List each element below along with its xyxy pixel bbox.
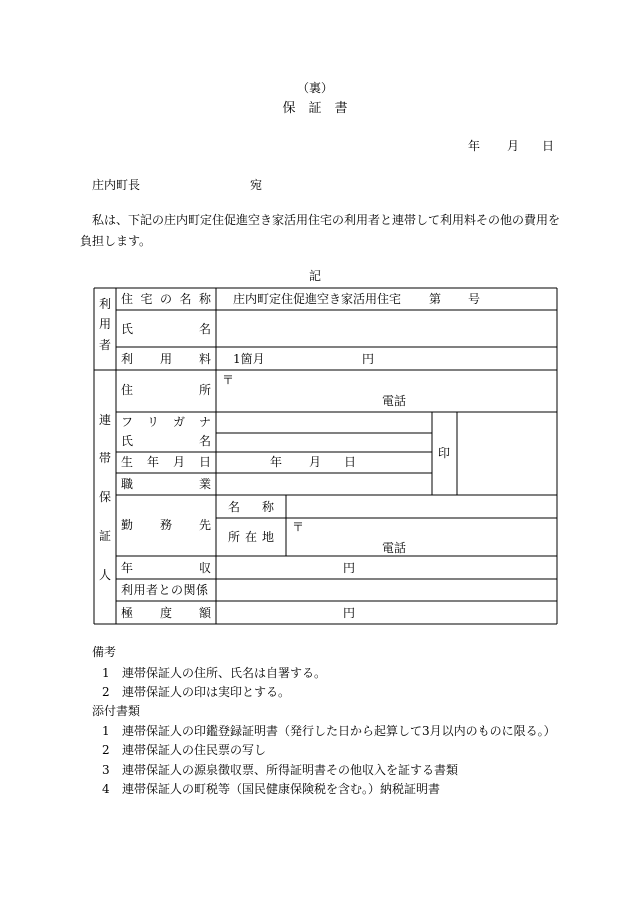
limit-label: 極 度 額 — [121, 606, 211, 620]
income-label: 年 収 — [121, 561, 211, 575]
notes-item-2-num: 2 — [102, 685, 110, 699]
workplace-name-label: 名 称 — [228, 500, 274, 514]
workplace-address-label: 所 在 地 — [228, 530, 274, 544]
birth-day: 日 — [344, 455, 357, 469]
fee-prefix: 1箇月 — [233, 352, 265, 366]
addressee-name: 庄内町長 — [92, 178, 141, 192]
birth-date-label: 生 年 月 日 — [121, 455, 211, 469]
attachment-item-1-text: 連帯保証人の印鑑登録証明書（発行した日から起算して3月以内のものに限る。） — [122, 724, 556, 738]
user-group-char-2: 用 — [98, 317, 111, 331]
attachments-title: 添付書類 — [92, 704, 141, 718]
user-name-field[interactable] — [217, 311, 556, 346]
date-day: 日 — [542, 139, 555, 153]
notes-item-2-text: 連帯保証人の印は実印とする。 — [122, 685, 291, 699]
addressee-suffix: 宛 — [250, 178, 263, 192]
housing-name-label: 住 宅 の 名 称 — [121, 292, 211, 306]
housing-number-prefix: 第 — [429, 292, 442, 306]
attachment-item-2-num: 2 — [102, 743, 110, 757]
date-month: 月 — [507, 139, 520, 153]
page-side-label: （裏） — [296, 81, 333, 95]
attachment-item-4-text: 連帯保証人の町税等（国民健康保険税を含む。）納税証明書 — [122, 782, 441, 796]
birth-month: 月 — [309, 455, 322, 469]
user-name-label: 氏 名 — [121, 322, 211, 336]
intro-line-1: 私は、下記の庄内町定住促進空き家活用住宅の利用者と連帯して利用料その他の費用を — [92, 213, 561, 227]
user-group-char-3: 者 — [98, 338, 111, 352]
notes-item-1-num: 1 — [102, 666, 110, 680]
user-group-char-1: 利 — [98, 297, 111, 311]
guarantor-group-char-1: 連 — [98, 413, 111, 427]
workplace-phone-label: 電話 — [382, 541, 407, 555]
guarantor-group-char-2: 帯 — [98, 451, 111, 465]
guarantor-group-char-4: 証 — [98, 529, 111, 543]
postal-mark-icon: 〒 — [222, 373, 235, 387]
occupation-label: 職 業 — [121, 477, 211, 491]
birth-year: 年 — [270, 455, 283, 469]
income-unit: 円 — [343, 561, 356, 575]
attachment-item-3-num: 3 — [102, 763, 110, 777]
seal-label: 印 — [438, 446, 451, 460]
guarantor-group-char-5: 人 — [98, 568, 111, 582]
fee-unit: 円 — [362, 352, 375, 366]
housing-name-value: 庄内町定住促進空き家活用住宅 — [233, 292, 402, 306]
intro-line-2: 負担します。 — [80, 234, 152, 248]
housing-number-suffix: 号 — [468, 292, 481, 306]
workplace-postal-icon: 〒 — [292, 520, 305, 534]
ki-label: 記 — [308, 269, 321, 283]
guarantor-group-char-3: 保 — [98, 490, 111, 504]
notes-item-1-text: 連帯保証人の住所、氏名は自署する。 — [122, 666, 327, 680]
furigana-label: フ リ ガ ナ — [121, 415, 211, 429]
limit-unit: 円 — [343, 606, 356, 620]
guarantor-name-label: 氏 名 — [121, 434, 211, 448]
guarantor-phone-label: 電話 — [382, 394, 407, 408]
guarantor-address-label: 住 所 — [121, 383, 211, 397]
fee-label: 利 用 料 — [121, 352, 211, 366]
date-year: 年 — [468, 139, 481, 153]
workplace-label: 勤 務 先 — [121, 518, 211, 532]
notes-title: 備考 — [92, 645, 117, 659]
page-title: 保 証 書 — [282, 101, 348, 116]
attachment-item-2-text: 連帯保証人の住民票の写し — [122, 743, 267, 757]
attachment-item-1-num: 1 — [102, 724, 110, 738]
attachment-item-3-text: 連帯保証人の源泉徴収票、所得証明書その他収入を証する書類 — [122, 763, 459, 777]
relation-label: 利用者との関係 — [121, 583, 209, 597]
attachment-item-4-num: 4 — [102, 782, 110, 796]
